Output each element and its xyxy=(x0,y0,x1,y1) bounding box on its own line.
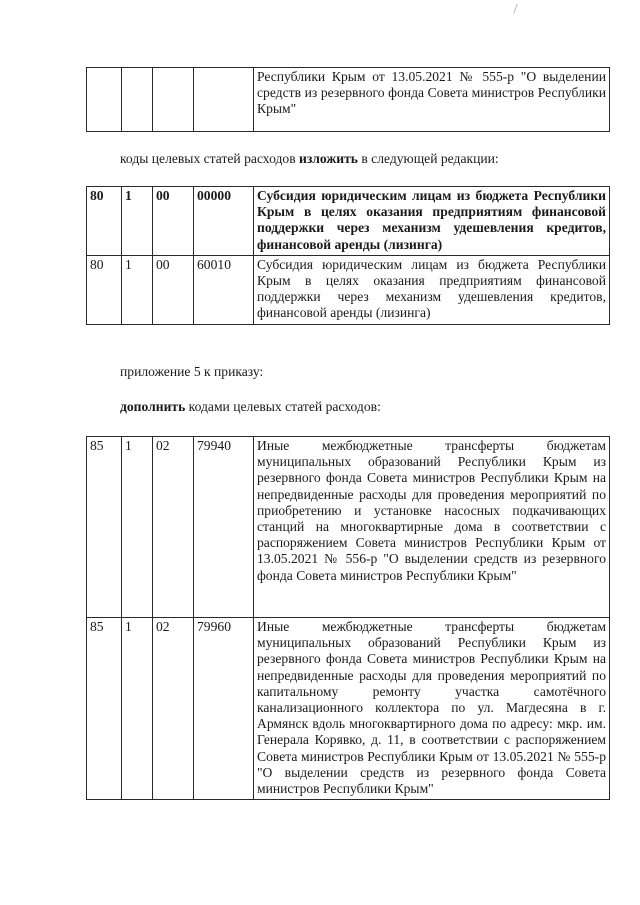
cell-code-4: 79940 xyxy=(194,437,254,618)
cell-code-1: 85 xyxy=(87,618,122,800)
paragraph-appendix-5 xyxy=(120,364,263,380)
cell-code-1: 80 xyxy=(87,255,122,324)
codes-table-continuation xyxy=(86,67,610,132)
codes-table-replaced xyxy=(86,186,610,325)
paragraph-bold-text: изложить xyxy=(299,151,358,166)
cell-code-4 xyxy=(194,68,254,132)
cell-code-4: 79960 xyxy=(194,618,254,800)
table-row xyxy=(87,618,610,800)
paragraph-add-codes xyxy=(120,399,381,415)
cell-code-3: 00 xyxy=(153,255,194,324)
cell-description: Субсидия юридическим лицам из бюджета Республики Крым в целях оказания предприятиям финансовой поддержки через механизм удешевления кредитов, финансовой аренды (лизинга) xyxy=(254,255,610,324)
cell-description: Республики Крым от 13.05.2021 № 555-р "О выделении средств из резервного фонда Совета министров Республики Крым" xyxy=(254,68,610,132)
cell-code-3: 02 xyxy=(153,437,194,618)
cell-description: Субсидия юридическим лицам из бюджета Республики Крым в целях оказания предприятиям финансовой поддержки через механизм удешевления кредитов, финансовой аренды (лизинга) xyxy=(254,187,610,256)
pen-mark xyxy=(513,4,519,14)
table-row xyxy=(87,437,610,618)
cell-code-1 xyxy=(87,68,122,132)
table-row xyxy=(87,68,610,132)
paragraph-text: коды целевых статей расходов xyxy=(120,151,300,166)
cell-code-4: 00000 xyxy=(194,187,254,256)
paragraph-bold-text: дополнить xyxy=(120,399,186,414)
cell-description: Иные межбюджетные трансферты бюджетам муниципальных образований Республики Крым из резервного фонда Совета министров Республики Крым на непредвиденные расходы для проведения мероприятий по капитальному ремонту участка самотёчного канализационного коллектора по ул. Магдесяна в г. Армянск вдоль многоквартирного дома по адресу: мкр. им. Генерала Корявко, д. 11, в соответствии с распоряжением Совета министров Республики Крым от 13.05.2021 № 555-р "О выделении средств из резервного фонда Совета министров Республики Крым" xyxy=(254,618,610,800)
cell-code-3 xyxy=(153,68,194,132)
cell-code-4: 60010 xyxy=(194,255,254,324)
paragraph-text: кодами целевых статей расходов: xyxy=(185,399,381,414)
cell-code-2: 1 xyxy=(122,618,153,800)
codes-table-added xyxy=(86,436,610,800)
cell-description: Иные межбюджетные трансферты бюджетам муниципальных образований Республики Крым из резервного фонда Совета министров Республики Крым на непредвиденные расходы для проведения мероприятий по приобретению и установке насосных подкачивающих станций на многоквартирные дома в соответствии с распоряжением Совета министров Республики Крым от 13.05.2021 № 556-р "О выделении средств из резервного фонда Совета министров Республики Крым" xyxy=(254,437,610,618)
paragraph-text: в следующей редакции: xyxy=(357,151,499,166)
table-row xyxy=(87,255,610,324)
cell-code-1: 85 xyxy=(87,437,122,618)
cell-code-3: 02 xyxy=(153,618,194,800)
cell-code-3: 00 xyxy=(153,187,194,256)
cell-code-2: 1 xyxy=(122,255,153,324)
cell-code-1: 80 xyxy=(87,187,122,256)
cell-code-2 xyxy=(122,68,153,132)
cell-code-2: 1 xyxy=(122,187,153,256)
paragraph-replace-codes xyxy=(120,151,499,167)
cell-code-2: 1 xyxy=(122,437,153,618)
paragraph-text: приложение 5 к приказу: xyxy=(120,364,264,379)
table-row xyxy=(87,187,610,256)
